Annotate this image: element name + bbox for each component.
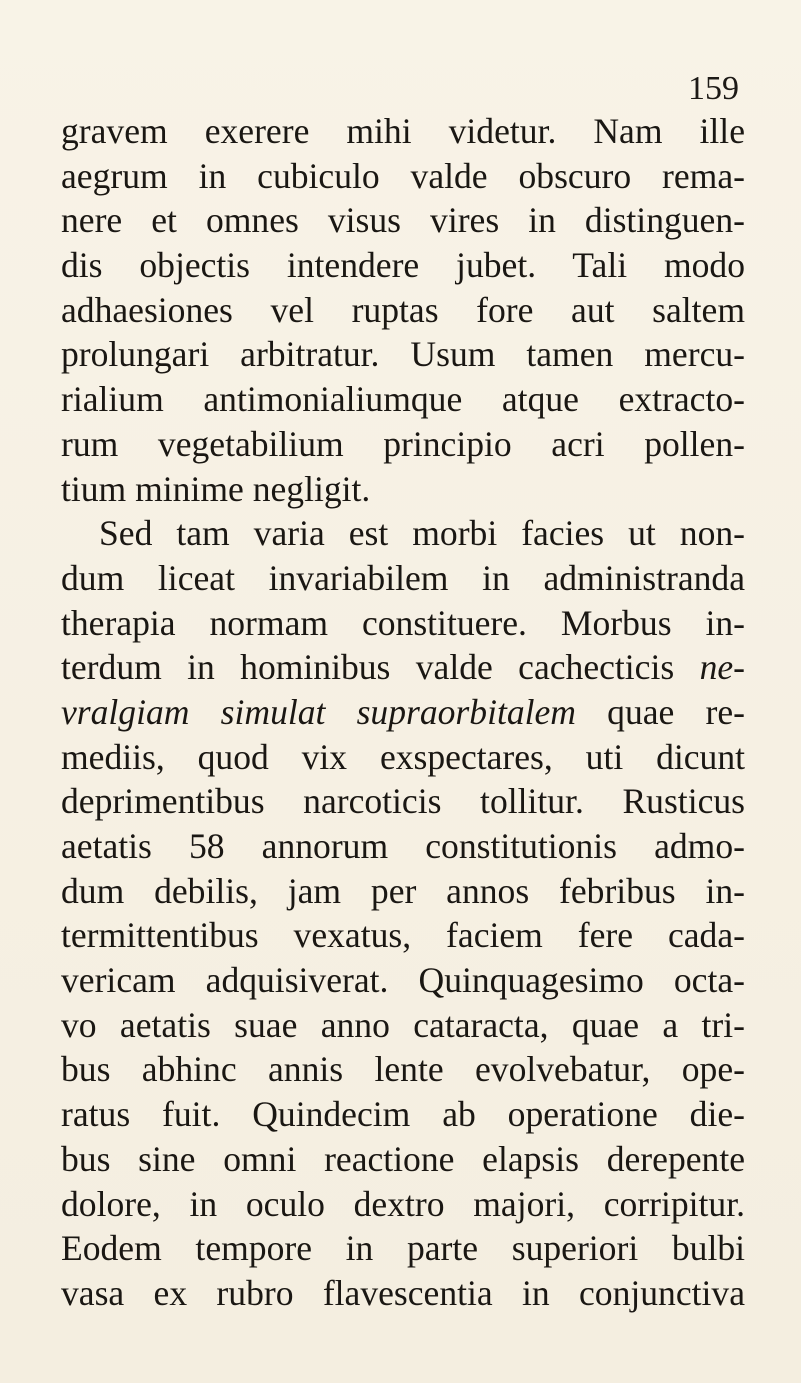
text-run: bus sine omni reactione elapsis derepente: [61, 1138, 745, 1179]
text-line: [61, 601, 745, 646]
text-line: [61, 1047, 745, 1092]
text-run: vasa ex rubro flavescentia in conjunctiva: [61, 1272, 745, 1313]
text-line: [61, 511, 745, 556]
text-line: [61, 735, 745, 780]
text-run: deprimentibus narcoticis tollitur. Rusticus: [61, 781, 745, 822]
text-line: [61, 869, 745, 914]
text-run: dum debilis, jam per annos febribus in-: [61, 870, 745, 911]
text-run: tium minime negligit.: [61, 468, 371, 509]
text-run: rum vegetabilium principio acri pollen-: [61, 423, 745, 464]
text-run: terdum in hominibus valde cachecticis: [61, 647, 700, 688]
text-line: [61, 824, 745, 869]
italic-text: vralgiam simulat supraorbitalem: [61, 691, 576, 732]
text-run: quae re-: [576, 691, 745, 732]
text-run: nere et omnes visus vires in distinguen-: [61, 200, 745, 241]
text-run: mediis, quod vix exspectares, uti dicunt: [61, 736, 745, 777]
text-line: [61, 422, 745, 467]
text-line: [61, 1092, 745, 1137]
text-line: [61, 377, 745, 422]
page-number: 159: [688, 70, 739, 107]
text-line: [61, 243, 745, 288]
text-line: [61, 958, 745, 1003]
text-line: [61, 198, 745, 243]
text-line: [61, 109, 745, 154]
text-line: [61, 1003, 745, 1048]
text-line: [61, 1137, 745, 1182]
text-run: ratus fuit. Quindecim ab operatione die-: [61, 1094, 745, 1135]
text-line: [61, 913, 745, 958]
text-run: Sed tam varia est morbi facies ut non-: [99, 513, 745, 554]
text-run: rialium antimonialiumque atque extracto-: [61, 379, 745, 420]
text-run: aegrum in cubiculo valde obscuro rema-: [61, 155, 745, 196]
text-run: vo aetatis suae anno cataracta, quae a tri-: [61, 1004, 745, 1045]
body-text: [61, 109, 745, 1316]
text-run: therapia normam constituere. Morbus in-: [61, 602, 745, 643]
text-line: [61, 690, 745, 735]
text-line: [61, 779, 745, 824]
text-line: [61, 332, 745, 377]
text-run: adhaesiones vel ruptas fore aut saltem: [61, 289, 745, 330]
text-run: gravem exerere mihi videtur. Nam ille: [61, 111, 745, 151]
italic-text: ne-: [699, 647, 745, 688]
text-line: [61, 1271, 745, 1316]
text-run: vericam adquisiverat. Quinquagesimo octa-: [61, 960, 745, 1001]
text-run: prolungari arbitratur. Usum tamen mercu-: [61, 334, 745, 375]
text-run: dum liceat invariabilem in administranda: [61, 557, 745, 598]
text-run: termittentibus vexatus, faciem fere cada-: [61, 915, 745, 956]
text-run: Eodem tempore in parte superiori bulbi: [61, 1228, 745, 1269]
text-run: dolore, in oculo dextro majori, corripitur.: [61, 1183, 745, 1224]
text-line: [61, 645, 745, 690]
text-line: [61, 154, 745, 199]
text-line: [61, 1226, 745, 1271]
text-line: [61, 467, 745, 512]
text-line: [61, 556, 745, 601]
text-line: [61, 1182, 745, 1227]
text-run: aetatis 58 annorum constitutionis admo-: [61, 826, 745, 866]
text-line: [61, 288, 745, 333]
text-run: dis objectis intendere jubet. Tali modo: [61, 245, 745, 286]
text-run: bus abhinc annis lente evolvebatur, ope-: [61, 1049, 745, 1090]
